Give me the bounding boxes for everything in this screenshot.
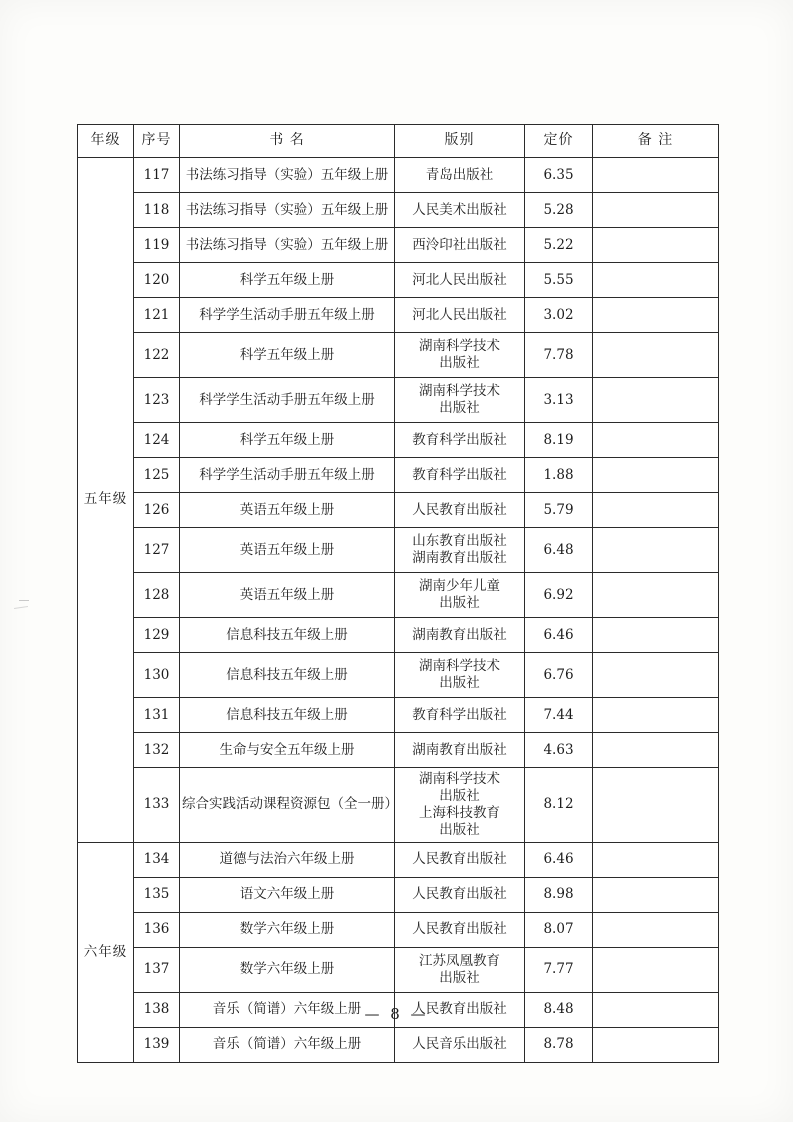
row-index-cell: 123 xyxy=(134,378,180,423)
table-row xyxy=(78,298,719,333)
publisher-cell xyxy=(395,193,525,228)
row-index-cell: 137 xyxy=(134,947,180,992)
row-index-cell: 131 xyxy=(134,698,180,733)
table-row xyxy=(78,528,719,573)
price-cell: 8.12 xyxy=(525,768,593,843)
publisher-line: 人民美术出版社 xyxy=(412,201,507,218)
publisher-line: 湖南教育出版社 xyxy=(412,550,507,566)
column-header-note: 备 注 xyxy=(593,125,719,158)
publisher-line: 人民教育出版社 xyxy=(412,1001,507,1018)
row-index-cell: 121 xyxy=(134,298,180,333)
table-row xyxy=(78,947,719,992)
note-cell xyxy=(593,228,719,263)
note-cell xyxy=(593,733,719,768)
textbook-price-table-container xyxy=(77,124,718,1063)
book-title-cell: 音乐（简谱）六年级上册 xyxy=(180,1027,395,1062)
price-cell: 6.92 xyxy=(525,573,593,618)
note-cell xyxy=(593,423,719,458)
note-cell xyxy=(593,842,719,877)
publisher-cell xyxy=(395,653,525,698)
price-cell: 1.88 xyxy=(525,458,593,493)
publisher-line: 出版社 xyxy=(439,400,480,416)
book-title-cell: 信息科技五年级上册 xyxy=(180,653,395,698)
publisher-cell xyxy=(395,618,525,653)
publisher-cell xyxy=(395,263,525,298)
table-row xyxy=(78,698,719,733)
book-title-cell: 道德与法治六年级上册 xyxy=(180,842,395,877)
row-index-cell: 117 xyxy=(134,158,180,193)
publisher-cell xyxy=(395,378,525,423)
row-index-cell: 124 xyxy=(134,423,180,458)
publisher-line: 江苏凤凰教育 xyxy=(419,952,500,969)
table-row xyxy=(78,423,719,458)
publisher-line: 人民教育出版社 xyxy=(412,501,507,518)
table-row xyxy=(78,158,719,193)
price-cell: 8.48 xyxy=(525,992,593,1027)
price-cell: 7.44 xyxy=(525,698,593,733)
book-title-cell: 数学六年级上册 xyxy=(180,912,395,947)
publisher-line: 人民教育出版社 xyxy=(412,886,507,903)
note-cell xyxy=(593,333,719,378)
price-cell: 8.98 xyxy=(525,877,593,912)
publisher-cell xyxy=(395,768,525,843)
publisher-line: 教育科学出版社 xyxy=(412,466,507,483)
book-title-cell: 科学五年级上册 xyxy=(180,263,395,298)
note-cell xyxy=(593,193,719,228)
book-title-cell: 综合实践活动课程资源包（全一册） xyxy=(180,768,395,843)
row-index-cell: 122 xyxy=(134,333,180,378)
table-row xyxy=(78,1027,719,1062)
price-cell: 5.55 xyxy=(525,263,593,298)
table-row xyxy=(78,193,719,228)
book-title-cell: 英语五年级上册 xyxy=(180,528,395,573)
note-cell xyxy=(593,528,719,573)
note-cell xyxy=(593,263,719,298)
row-index-cell: 128 xyxy=(134,573,180,618)
price-cell: 4.63 xyxy=(525,733,593,768)
table-row xyxy=(78,912,719,947)
book-title-cell: 生命与安全五年级上册 xyxy=(180,733,395,768)
publisher-line: 教育科学出版社 xyxy=(412,706,507,723)
publisher-cell xyxy=(395,877,525,912)
publisher-cell xyxy=(395,423,525,458)
publisher-line: 湖南科学技术 xyxy=(419,338,500,355)
row-index-cell: 130 xyxy=(134,653,180,698)
row-index-cell: 129 xyxy=(134,618,180,653)
publisher-cell xyxy=(395,947,525,992)
note-cell xyxy=(593,653,719,698)
publisher-cell xyxy=(395,228,525,263)
book-title-cell: 书法练习指导（实验）五年级上册 xyxy=(180,158,395,193)
column-header-price: 定价 xyxy=(525,125,593,158)
scan-edge-mark xyxy=(19,600,29,601)
table-header xyxy=(78,125,719,158)
publisher-line: 青岛出版社 xyxy=(425,166,494,183)
publisher-line: 教育科学出版社 xyxy=(412,431,507,448)
publisher-line: 湖南科学技术 xyxy=(419,658,500,675)
publisher-cell xyxy=(395,733,525,768)
book-title-cell: 书法练习指导（实验）五年级上册 xyxy=(180,193,395,228)
publisher-line: 山东教育出版社 xyxy=(412,533,507,550)
publisher-cell xyxy=(395,698,525,733)
book-title-cell: 科学五年级上册 xyxy=(180,423,395,458)
row-index-cell: 119 xyxy=(134,228,180,263)
publisher-line: 人民教育出版社 xyxy=(412,851,507,868)
column-header-index: 序号 xyxy=(134,125,180,158)
note-cell xyxy=(593,877,719,912)
table-row xyxy=(78,228,719,263)
publisher-line: 出版社 xyxy=(439,675,480,691)
row-index-cell: 126 xyxy=(134,493,180,528)
publisher-line: 河北人民出版社 xyxy=(412,306,507,323)
grade-group-cell: 五年级 xyxy=(78,158,134,843)
page-number: — 8 — xyxy=(364,1005,429,1023)
row-index-cell: 136 xyxy=(134,912,180,947)
publisher-cell xyxy=(395,1027,525,1062)
price-cell: 6.46 xyxy=(525,842,593,877)
note-cell xyxy=(593,158,719,193)
table-row xyxy=(78,493,719,528)
publisher-line: 湖南教育出版社 xyxy=(412,741,507,758)
book-title-cell: 英语五年级上册 xyxy=(180,493,395,528)
scan-edge-mark-secondary xyxy=(14,606,28,609)
book-title-cell: 科学学生活动手册五年级上册 xyxy=(180,458,395,493)
note-cell xyxy=(593,573,719,618)
price-cell: 6.48 xyxy=(525,528,593,573)
note-cell xyxy=(593,493,719,528)
publisher-line: 湖南教育出版社 xyxy=(412,626,507,643)
row-index-cell: 132 xyxy=(134,733,180,768)
price-cell: 3.02 xyxy=(525,298,593,333)
column-header-publisher: 版别 xyxy=(395,125,525,158)
price-cell: 6.35 xyxy=(525,158,593,193)
book-title-cell: 音乐（简谱）六年级上册 xyxy=(180,992,395,1027)
publisher-line: 西泠印社出版社 xyxy=(412,236,507,253)
book-title-cell: 科学学生活动手册五年级上册 xyxy=(180,378,395,423)
publisher-line: 湖南科学技术 xyxy=(419,771,500,787)
price-cell: 5.28 xyxy=(525,193,593,228)
textbook-price-table xyxy=(77,124,719,1063)
column-header-grade: 年级 xyxy=(78,125,134,158)
row-index-cell: 135 xyxy=(134,877,180,912)
publisher-line: 上海科技教育 xyxy=(419,804,500,821)
price-cell: 6.46 xyxy=(525,618,593,653)
column-header-title: 书 名 xyxy=(180,125,395,158)
note-cell xyxy=(593,378,719,423)
note-cell xyxy=(593,458,719,493)
row-index-cell: 138 xyxy=(134,992,180,1027)
price-cell: 5.22 xyxy=(525,228,593,263)
publisher-cell xyxy=(395,298,525,333)
note-cell xyxy=(593,298,719,333)
row-index-cell: 118 xyxy=(134,193,180,228)
grade-group-cell: 六年级 xyxy=(78,842,134,1062)
row-index-cell: 120 xyxy=(134,263,180,298)
publisher-line: 出版社 xyxy=(439,969,480,986)
publisher-cell xyxy=(395,493,525,528)
table-row xyxy=(78,333,719,378)
book-title-cell: 数学六年级上册 xyxy=(180,947,395,992)
table-row xyxy=(78,653,719,698)
note-cell xyxy=(593,912,719,947)
publisher-line: 出版社 xyxy=(439,821,480,838)
book-title-cell: 科学学生活动手册五年级上册 xyxy=(180,298,395,333)
table-row xyxy=(78,733,719,768)
publisher-cell xyxy=(395,333,525,378)
table-row xyxy=(78,573,719,618)
note-cell xyxy=(593,947,719,992)
publisher-cell xyxy=(395,912,525,947)
table-header-row xyxy=(78,125,719,158)
publisher-line: 湖南少年儿童 xyxy=(419,578,500,595)
price-cell: 8.19 xyxy=(525,423,593,458)
price-cell: 6.76 xyxy=(525,653,593,698)
price-cell: 3.13 xyxy=(525,378,593,423)
price-cell: 8.07 xyxy=(525,912,593,947)
publisher-cell xyxy=(395,158,525,193)
table-body xyxy=(78,158,719,1063)
table-row xyxy=(78,378,719,423)
publisher-line: 人民教育出版社 xyxy=(412,921,507,938)
book-title-cell: 语文六年级上册 xyxy=(180,877,395,912)
publisher-line: 出版社 xyxy=(439,787,480,804)
publisher-cell xyxy=(395,528,525,573)
row-index-cell: 127 xyxy=(134,528,180,573)
publisher-cell xyxy=(395,458,525,493)
note-cell xyxy=(593,1027,719,1062)
book-title-cell: 信息科技五年级上册 xyxy=(180,698,395,733)
publisher-line: 出版社 xyxy=(439,595,480,611)
table-row xyxy=(78,458,719,493)
book-title-cell: 信息科技五年级上册 xyxy=(180,618,395,653)
price-cell: 8.78 xyxy=(525,1027,593,1062)
publisher-line: 河北人民出版社 xyxy=(412,271,507,288)
row-index-cell: 139 xyxy=(134,1027,180,1062)
note-cell xyxy=(593,768,719,843)
table-row xyxy=(78,842,719,877)
price-cell: 7.78 xyxy=(525,333,593,378)
row-index-cell: 125 xyxy=(134,458,180,493)
price-cell: 5.79 xyxy=(525,493,593,528)
publisher-line: 出版社 xyxy=(439,355,480,371)
table-row xyxy=(78,768,719,843)
note-cell xyxy=(593,618,719,653)
book-title-cell: 书法练习指导（实验）五年级上册 xyxy=(180,228,395,263)
note-cell xyxy=(593,698,719,733)
publisher-line: 人民音乐出版社 xyxy=(412,1036,507,1053)
publisher-cell xyxy=(395,842,525,877)
publisher-cell xyxy=(395,573,525,618)
book-title-cell: 科学五年级上册 xyxy=(180,333,395,378)
row-index-cell: 133 xyxy=(134,768,180,843)
row-index-cell: 134 xyxy=(134,842,180,877)
price-cell: 7.77 xyxy=(525,947,593,992)
table-row xyxy=(78,877,719,912)
table-row xyxy=(78,263,719,298)
table-row xyxy=(78,618,719,653)
publisher-line: 湖南科学技术 xyxy=(419,383,500,400)
book-title-cell: 英语五年级上册 xyxy=(180,573,395,618)
